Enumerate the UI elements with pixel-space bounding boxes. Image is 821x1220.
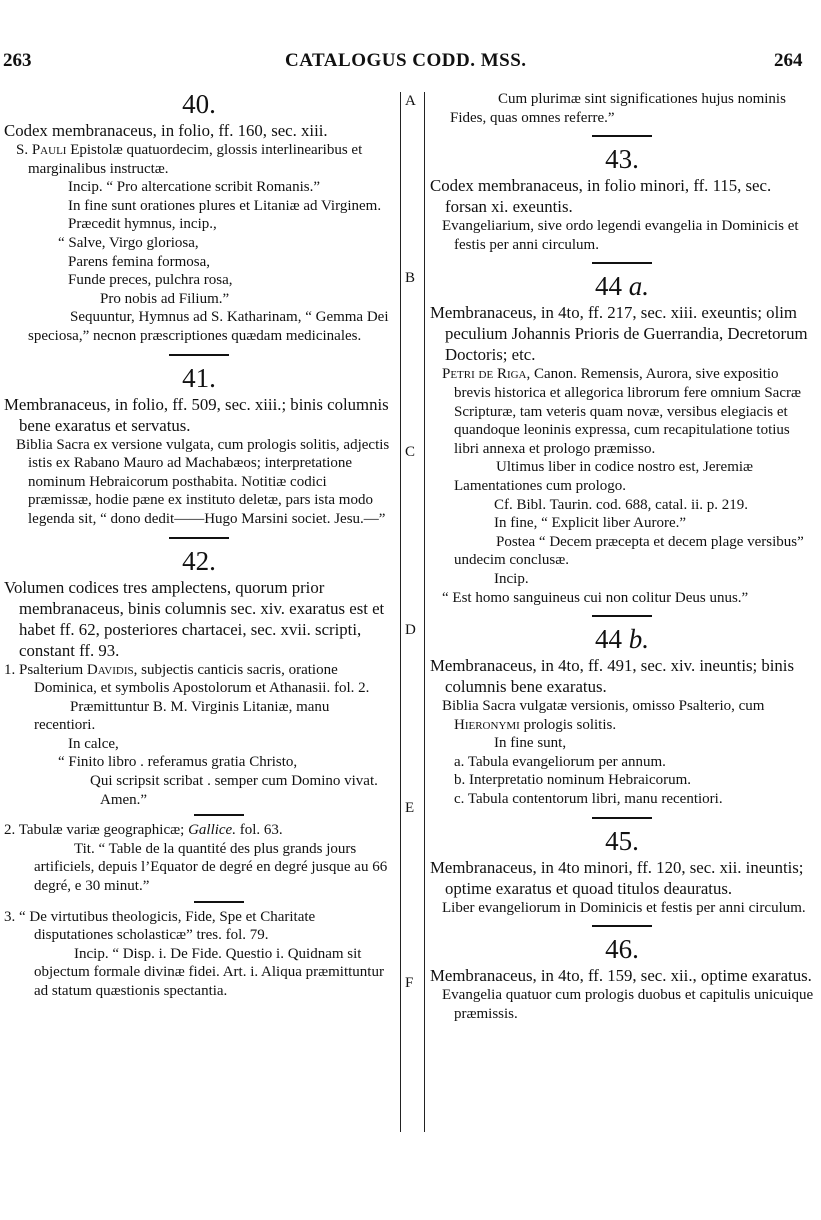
continuation-text: Cum plurimæ sint significationes hujus nominis Fides, quas omnes referre.” — [450, 91, 786, 126]
entry-heading: Volumen codices tres amplectens, quorum prior membranaceus, binis columnis sec. xiv. exaratus est et habet ff. 62, posteriores chartacei, sec. xvii. scripti, constant ff. 93. — [4, 577, 385, 660]
entry-separator — [592, 615, 652, 617]
item-2-title: Tit. “ Table de la quantité des plus grands jours artificiels, depuis l’Equator de degré en degré jusque au 66 degré, e 30 minut.” — [34, 840, 388, 895]
note-praecedit: Præcedit hymnus, incip., — [68, 216, 217, 233]
entry-description: S. Pauli Epistolæ quatuordecim, glossis interlinearibus et marginalibus instructæ. — [16, 142, 363, 177]
column-rule-right — [424, 92, 425, 1132]
entry-number: 45. — [605, 825, 639, 856]
note-ultimus: Ultimus liber in codice nostro est, Jeremiæ Lamentationes cum prologo. — [454, 459, 754, 494]
item-separator — [194, 901, 244, 903]
note-cf: Cf. Bibl. Taurin. cod. 688, catal. ii. p. 219. — [494, 496, 749, 513]
margin-marker-f: F — [405, 975, 414, 991]
entry-heading: Codex membranaceus, in folio, ff. 160, sec. xiii. — [4, 121, 328, 140]
note-postea: Postea “ Decem præcepta et decem plage versibus” undecim conclusæ. — [454, 533, 804, 569]
entry-number: 42. — [182, 545, 216, 576]
entry-heading: Membranaceus, in 4to, ff. 491, sec. xiv. ineuntis; binis columnis bene exaratus. — [430, 656, 794, 697]
entry-number: 43. — [605, 144, 639, 175]
item-3-incipit: Incip. “ Disp. i. De Fide. Questio i. Quidnam sit objectum formale divinæ fidei. Art. i. Aliqua præmittuntur ad statum quæstionis spectantia. — [34, 945, 384, 999]
author-name: Davidis — [86, 661, 134, 678]
entry-number: 46. — [605, 934, 639, 965]
left-column — [4, 88, 394, 1001]
list-item-a: a. Tabula evangeliorum per annum. — [454, 753, 666, 770]
item-3: 3. “ De virtutibus theologicis, Fide, Spe et Charitate disputationes scholasticæ” tres. fol. 79. — [4, 908, 316, 944]
entry-number: 44 b. — [595, 624, 649, 655]
page-number-left: 263 — [3, 50, 32, 71]
entry-heading: Membranaceus, in 4to, ff. 159, sec. xii., optime exaratus. — [430, 966, 812, 986]
item-1-calce: In calce, — [68, 735, 119, 752]
note-sequuntur: Sequuntur, Hymnus ad S. Katharinam, “ Gemma Dei speciosa,” necnon præscriptiones quædam medicinales. — [28, 309, 389, 344]
right-column — [430, 90, 814, 1023]
margin-marker-b: B — [405, 270, 416, 286]
page-number-right: 264 — [774, 50, 803, 71]
item-1: 1. Psalterium Davidis, subjectis canticis sacris, oratione Dominica, et symbolis Apostolorum et Athanasii. fol. 2. — [4, 661, 370, 697]
verse-line: “ Finito libro . referamus gratia Christo, — [58, 754, 298, 771]
note-incip-text: “ Est homo sanguineus cui non colitur Deus unus.” — [442, 589, 749, 606]
entry-number: 41. — [182, 362, 216, 393]
entry-separator — [169, 537, 229, 539]
margin-marker-e: E — [405, 800, 415, 816]
note-in-fine: In fine, “ Explicit liber Aurore.” — [494, 515, 687, 532]
margin-marker-d: D — [405, 622, 416, 638]
entry-separator — [592, 925, 652, 927]
running-title: CATALOGUS CODD. MSS. — [285, 50, 527, 71]
author-name: Hieronymi — [454, 716, 520, 733]
verse-line: Parens femina formosa, — [68, 253, 211, 270]
verse-line: “ Salve, Virgo gloriosa, — [58, 234, 199, 251]
margin-marker-a: A — [405, 93, 416, 109]
entry-description: Petri de Riga, Canon. Remensis, Aurora, sive expositio brevis historica et allegorica librorum fere omnium Sacræ Scripturæ, tam veteris quam novæ, versibus elegiacis et quandoque leoninis expressa, cum recapitulatione totius libri annexa et prologo præmisso. — [442, 366, 801, 457]
running-header — [0, 50, 821, 76]
item-1-note: Præmittuntur B. M. Virginis Litaniæ, manu recentiori. — [34, 698, 330, 734]
verse-line: Qui scripsit scribat . semper cum Domino vivat. Amen.” — [90, 773, 378, 808]
entry-separator — [592, 817, 652, 819]
note-incipit: Incip. “ Pro altercatione scribit Romanis.” — [68, 179, 321, 196]
margin-marker-c: C — [405, 444, 416, 460]
entry-description: Evangeliarium, sive ordo legendi evangelia in Dominicis et festis per anni circulum. — [442, 218, 799, 253]
item-2: 2. Tabulæ variæ geographicæ; Gallice. fol. 63. — [4, 822, 283, 839]
entry-separator — [169, 354, 229, 356]
entry-description: Biblia Sacra vulgatæ versionis, omisso Psalterio, cum Hieronymi prologis solitis. — [442, 698, 765, 733]
entry-number: 44 a. — [595, 271, 649, 302]
author-name: Petri de Riga — [442, 366, 527, 383]
author-name: S. Pauli — [16, 142, 67, 158]
entry-heading: Membranaceus, in 4to, ff. 217, sec. xiii. exeuntis; olim peculium Johannis Prioris de Guerrandia, Decretorum Doctoris; etc. — [430, 303, 808, 365]
item-separator — [194, 814, 244, 816]
entry-description: Liber evangeliorum in Dominicis et festis per anni circulum. — [442, 899, 806, 916]
verse-line: Funde preces, pulchra rosa, — [68, 272, 233, 289]
note-incip: Incip. — [494, 570, 529, 587]
entry-description: Biblia Sacra ex versione vulgata, cum prologis solitis, adjectis istis ex Rabano Mauro ad Machabæos; interpretatione nominum Hebraicorum posthabita. Notitiæ codici præmissæ, hodie pæne ex instituto deletæ, pars ista modo legenda sit, “ dono dedit——Hugo Marsini societ. Jesu.—” — [16, 436, 390, 527]
entry-number: 40. — [182, 89, 216, 119]
entry-separator — [592, 135, 652, 137]
list-item-b: b. Interpretatio nominum Hebraicorum. — [454, 772, 692, 789]
note-in-fine: In fine sunt orationes plures et Litaniæ ad Virginem. — [68, 197, 382, 214]
entry-heading: Codex membranaceus, in folio minori, ff. 115, sec. forsan xi. exeuntis. — [430, 176, 772, 217]
verse-line: Pro nobis ad Filium.” — [100, 290, 230, 307]
list-item-c: c. Tabula contentorum libri, manu recentiori. — [454, 791, 723, 808]
entry-separator — [592, 262, 652, 264]
entry-heading: Membranaceus, in 4to minori, ff. 120, sec. xii. ineuntis; optime exaratus et quoad titulos deauratus. — [430, 857, 804, 898]
entry-heading: Membranaceus, in folio, ff. 509, sec. xiii.; binis columnis bene exaratus et servatus. — [4, 394, 389, 435]
column-rule-left — [400, 92, 401, 1132]
note-in-fine: In fine sunt, — [494, 735, 567, 752]
entry-description: Evangelia quatuor cum prologis duobus et capitulis unicuique præmissis. — [442, 987, 814, 1022]
